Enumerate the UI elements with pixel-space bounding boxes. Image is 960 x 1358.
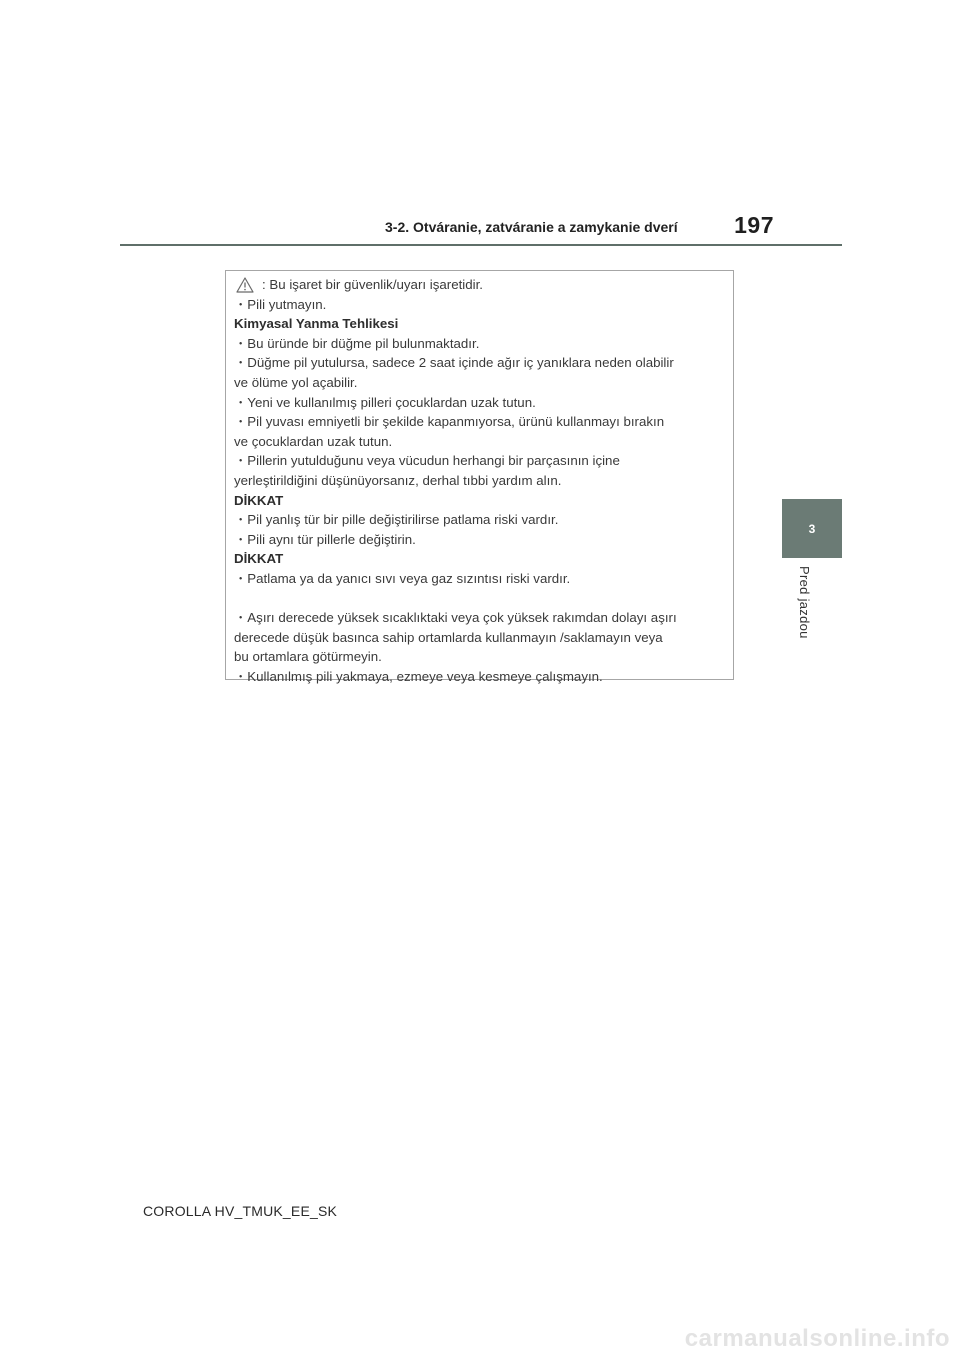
warning-box-line: bu ortamlara götürmeyin. — [234, 649, 382, 665]
warning-box-line: ・Pili aynı tür pillerle değiştirin. — [234, 531, 416, 547]
warning-triangle-icon — [236, 277, 254, 293]
chapter-tab — [782, 499, 842, 558]
warning-box-line — [234, 589, 725, 609]
warning-box-text: : Bu işaret bir güvenlik/uyarı işaretidir. — [262, 277, 483, 292]
warning-box-line: ・Düğme pil yutulursa, sadece 2 saat içinde ağır iç yanıklara neden olabilir — [234, 355, 674, 371]
warning-box-line: ・Pil yuvası emniyetli bir şekilde kapanmıyorsa, ürünü kullanmayı bırakın — [234, 414, 665, 430]
warning-box-line: ve ölüme yol açabilir. — [234, 374, 358, 390]
page-header — [120, 214, 842, 246]
warning-box-lines — [234, 295, 725, 687]
warning-box-line: ・Pillerin yutulduğunu veya vücudun herhangi bir parçasının içine — [234, 453, 620, 469]
warning-box-line: yerleştirildiğini düşünüyorsanız, derhal tıbbi yardım alın. — [234, 472, 562, 488]
warning-box-heading: Kimyasal Yanma Tehlikesi — [234, 316, 399, 332]
header-divider — [120, 244, 842, 246]
warning-box-line: ve çocuklardan uzak tutun. — [234, 433, 393, 449]
warning-box-heading: DİKKAT — [234, 551, 284, 567]
warning-box-line: ・Patlama ya da yanıcı sıvı veya gaz sızıntısı riski vardır. — [234, 570, 571, 586]
warning-box-line: ・Pili yutmayın. — [234, 296, 327, 312]
chapter-number: 3 — [808, 521, 816, 536]
section-title: 3-2. Otváranie, zatváranie a zamykanie dverí — [385, 219, 678, 235]
watermark: carmanualsonline.info — [684, 1325, 950, 1352]
warning-box-line: ・Yeni ve kullanılmış pilleri çocuklardan uzak tutun. — [234, 394, 536, 410]
warning-box — [225, 270, 734, 684]
chapter-label: Pred jazdou — [797, 566, 812, 639]
warning-box-line — [234, 275, 725, 295]
warning-box-line: ・Aşırı derecede yüksek sıcaklıktaki veya çok yüksek rakımdan dolayı aşırı — [234, 610, 677, 626]
warning-box-line: derecede düşük basınca sahip ortamlarda kullanmayın /saklamayın veya — [234, 629, 663, 645]
warning-box-line: ・Pil yanlış tür bir pille değiştirilirse patlama riski vardır. — [234, 512, 559, 528]
warning-box-line: ・Kullanılmış pili yakmaya, ezmeye veya kesmeye çalışmayın. — [234, 668, 603, 684]
warning-box-line: ・Bu üründe bir düğme pil bulunmaktadır. — [234, 335, 480, 351]
model-code: COROLLA HV_TMUK_EE_SK — [143, 1203, 338, 1219]
page-number: 197 — [734, 212, 774, 238]
warning-box-heading: DİKKAT — [234, 492, 284, 508]
